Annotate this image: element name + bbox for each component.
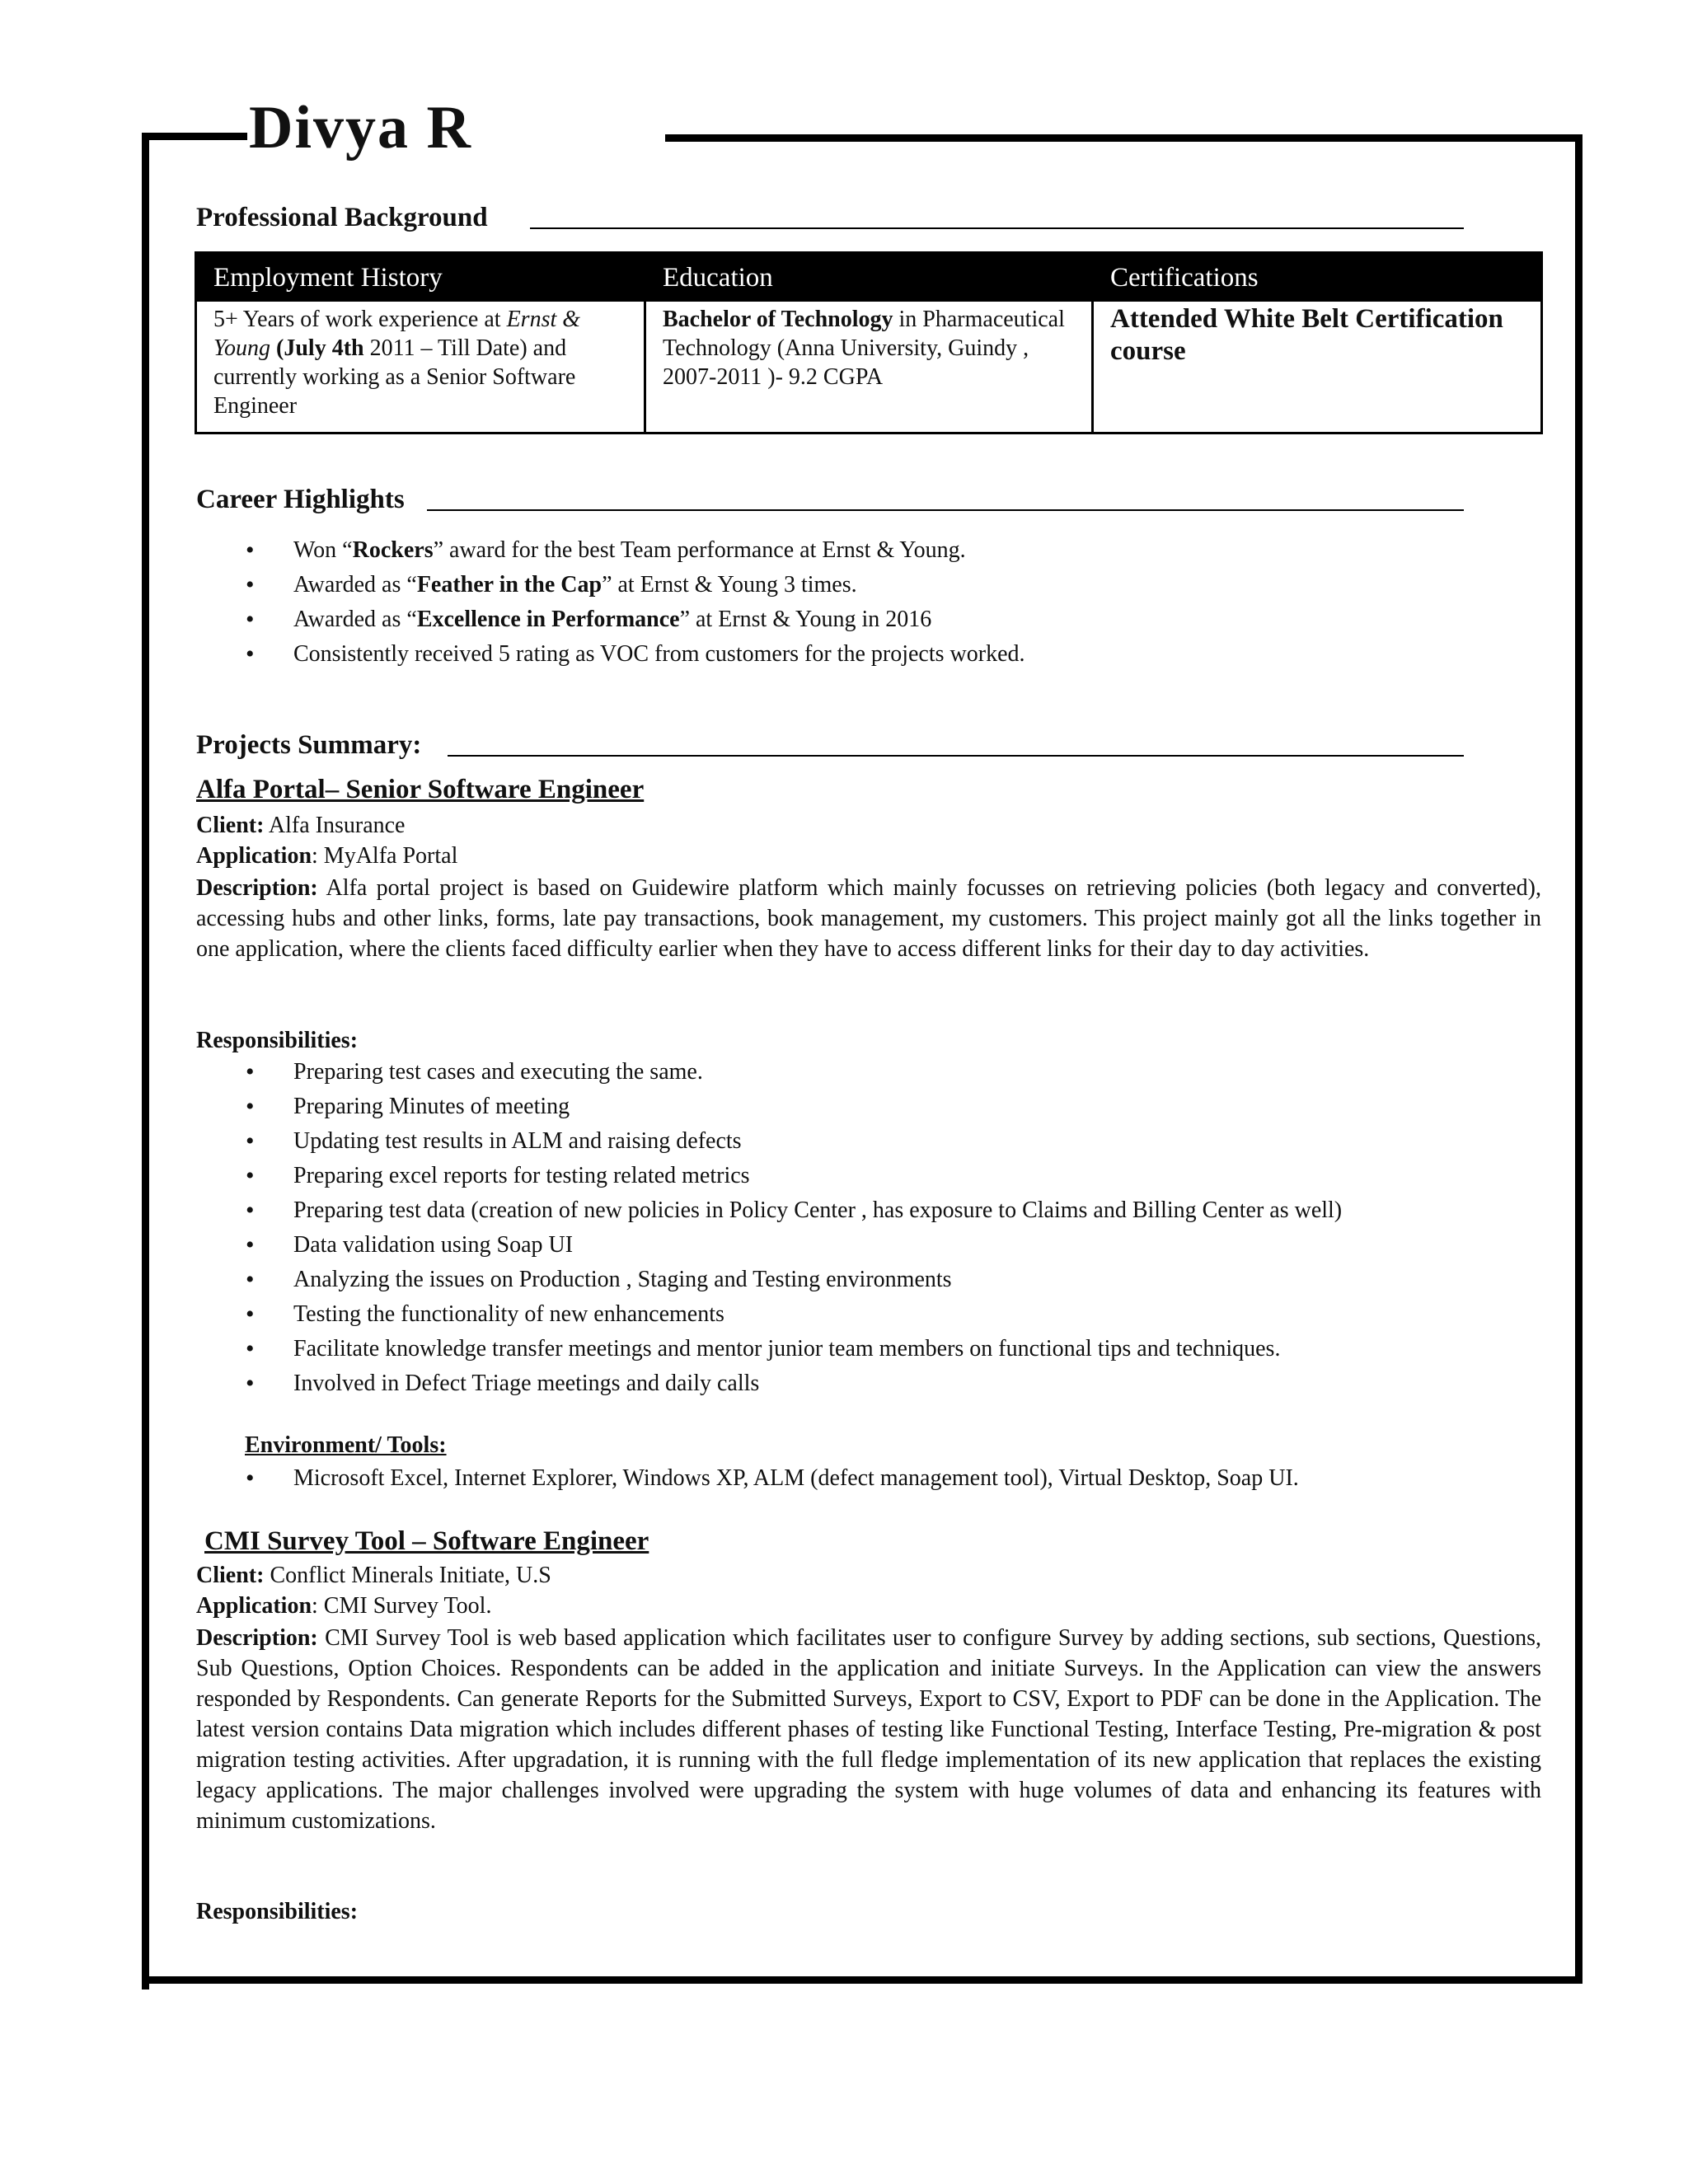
col-education: Education [663, 263, 773, 293]
environment-heading: Environment/ Tools: [245, 1432, 447, 1458]
list-item: • Consistently received 5 rating as VOC from customers for the projects worked. [196, 637, 1025, 672]
frame-left [142, 133, 149, 1990]
responsibilities-list [196, 1055, 1342, 1401]
career-highlights-list [196, 533, 1025, 672]
environment-list [196, 1461, 1299, 1496]
application-line: Application: CMI Survey Tool. [196, 1593, 492, 1619]
list-item: • Preparing Minutes of meeting [196, 1090, 1342, 1124]
column-divider [1091, 254, 1094, 432]
list-item: • Awarded as “Feather in the Cap” at Ernst & Young 3 times. [196, 568, 1025, 602]
frame-top-right [665, 134, 1582, 142]
col-certifications: Certifications [1110, 263, 1259, 293]
project-description: Description: Alfa portal project is based on Guidewire platform which mainly focusses on retrieving policies (both legacy and converted), accessing hubs and other links, forms, late pay transactions, book management, my customers. This project mainly got all the links together in one application, where the clients faced difficulty earlier when they have to access different links for their day to day activities. [196, 875, 1541, 962]
client-line: Client: Conflict Minerals Initiate, U.S [196, 1563, 551, 1588]
list-item: • Won “Rockers” award for the best Team performance at Ernst & Young. [196, 533, 1025, 568]
frame-top-left [142, 133, 247, 140]
project-description: Description: CMI Survey Tool is web based application which facilitates user to configure Survey by adding sections, sub sections, Questions, Sub Questions, Option Choices. Respondents can be added in the application and initiate Surveys. In the Application can view the answers responded by Respondents. Can generate Reports for the Submitted Surveys, Export to CSV, Export to PDF can be done in the Application. The latest version contains Data migration which includes different phases of testing like Functional Testing, Interface Testing, Pre-migration & post migration testing activities. After upgradation, it is running with the full fledge implementation of its new application that replaces the existing legacy applications. The major challenges involved were upgrading the system with huge volumes of data and enhancing its features with minimum customizations. [196, 1625, 1541, 1834]
heading-rule [448, 755, 1464, 757]
professional-background-heading: Professional Background [196, 203, 488, 232]
heading-rule [530, 227, 1464, 229]
projects-summary-heading: Projects Summary: [196, 730, 422, 760]
list-item: • Involved in Defect Triage meetings and daily calls [196, 1366, 1342, 1401]
list-item: • Analyzing the issues on Production , Staging and Testing environments [196, 1263, 1342, 1297]
col-employment-history: Employment History [213, 263, 443, 293]
list-item: • Preparing test data (creation of new policies in Policy Center , has exposure to Claims and Billing Center as well) [196, 1193, 1342, 1228]
background-table [195, 251, 1543, 434]
candidate-name: Divya R [249, 94, 472, 162]
education-cell: Bachelor of Technology in Pharmaceutical Technology (Anna University, Guindy , 2007-2011 )- 9.2 CGPA [663, 307, 1065, 390]
client-line: Client: Alfa Insurance [196, 813, 406, 838]
frame-right [1575, 134, 1582, 1984]
responsibilities-heading: Responsibilities: [196, 1899, 359, 1924]
heading-rule [427, 509, 1464, 511]
list-item: • Preparing test cases and executing the same. [196, 1055, 1342, 1090]
project-title: Alfa Portal– Senior Software Engineer [196, 775, 645, 804]
responsibilities-heading: Responsibilities: [196, 1028, 359, 1053]
list-item: • Awarded as “Excellence in Performance” at Ernst & Young in 2016 [196, 602, 1025, 637]
table-header [197, 254, 1540, 302]
list-item: • Updating test results in ALM and raising defects [196, 1124, 1342, 1159]
career-highlights-heading: Career Highlights [196, 485, 405, 514]
column-divider [644, 254, 646, 432]
employment-cell: 5+ Years of work experience at Ernst & Young (July 4th 2011 – Till Date) and currently working as a Senior Software Engineer [213, 307, 581, 419]
list-item: • Data validation using Soap UI [196, 1228, 1342, 1263]
frame-bottom [142, 1976, 1582, 1984]
list-item: • Microsoft Excel, Internet Explorer, Windows XP, ALM (defect management tool), Virtual Desktop, Soap UI. [196, 1461, 1299, 1496]
project-title: CMI Survey Tool – Software Engineer [204, 1526, 649, 1556]
list-item: • Facilitate knowledge transfer meetings and mentor junior team members on functional tips and techniques. [196, 1332, 1342, 1366]
list-item: • Preparing excel reports for testing related metrics [196, 1159, 1342, 1193]
list-item: • Testing the functionality of new enhancements [196, 1297, 1342, 1332]
application-line: Application: MyAlfa Portal [196, 843, 458, 869]
certifications-cell: Attended White Belt Certification course [1110, 304, 1503, 366]
